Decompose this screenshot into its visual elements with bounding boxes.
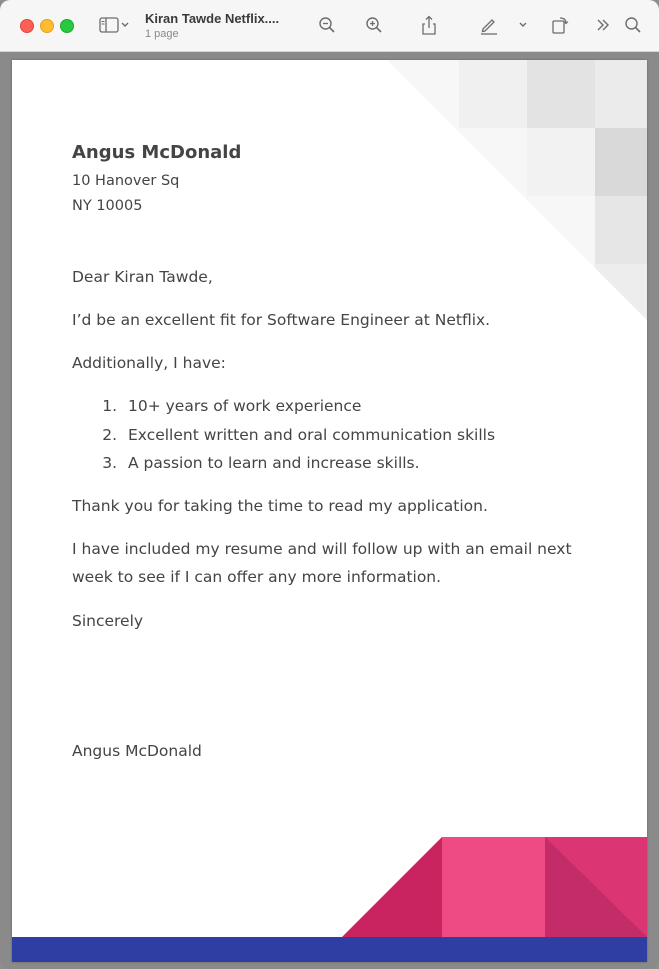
sender-name: Angus McDonald bbox=[72, 142, 242, 163]
closing: Sincerely bbox=[72, 612, 144, 630]
letter-page bbox=[12, 60, 647, 962]
close-window-button[interactable] bbox=[20, 19, 34, 33]
followup-line-2: week to see if I can offer any more information. bbox=[72, 568, 442, 586]
list-item: 1. 10+ years of work experience bbox=[102, 397, 362, 415]
bottom-right-decoration bbox=[342, 837, 647, 937]
document-title[interactable]: Kiran Tawde Netflix.... bbox=[145, 11, 280, 26]
footer-band bbox=[12, 937, 647, 962]
more-chevrons-icon[interactable] bbox=[592, 14, 614, 36]
followup-line-1: I have included my resume and will follow up with an email next bbox=[72, 540, 572, 558]
sidebar-icon[interactable] bbox=[98, 14, 120, 36]
chevron-down-icon[interactable] bbox=[516, 14, 530, 36]
greeting: Dear Kiran Tawde, bbox=[72, 268, 213, 286]
zoom-window-button[interactable] bbox=[60, 19, 74, 33]
minimize-window-button[interactable] bbox=[40, 19, 54, 33]
toolbar bbox=[0, 0, 659, 52]
page-count: 1 page bbox=[145, 28, 179, 40]
search-icon[interactable] bbox=[622, 14, 644, 36]
thanks-paragraph: Thank you for taking the time to read my application. bbox=[72, 497, 488, 515]
share-icon[interactable] bbox=[418, 14, 440, 36]
zoom-out-icon[interactable] bbox=[316, 14, 338, 36]
top-right-decoration bbox=[387, 60, 647, 320]
list-item: 3. A passion to learn and increase skills. bbox=[102, 454, 420, 472]
address-line-1: 10 Hanover Sq bbox=[72, 173, 180, 189]
intro-paragraph: I’d be an excellent fit for Software Engineer at Netflix. bbox=[72, 311, 491, 329]
signature: Angus McDonald bbox=[72, 742, 202, 760]
address-line-2: NY 10005 bbox=[72, 198, 143, 214]
markup-pen-icon[interactable] bbox=[478, 14, 500, 36]
chevron-down-icon[interactable] bbox=[118, 14, 132, 36]
zoom-in-icon[interactable] bbox=[363, 14, 385, 36]
list-item: 2. Excellent written and oral communication skills bbox=[102, 425, 496, 444]
rotate-icon[interactable] bbox=[549, 14, 571, 36]
qualifications-list bbox=[72, 392, 495, 478]
additionally-paragraph: Additionally, I have: bbox=[72, 354, 226, 372]
document-viewport[interactable] bbox=[0, 52, 659, 969]
